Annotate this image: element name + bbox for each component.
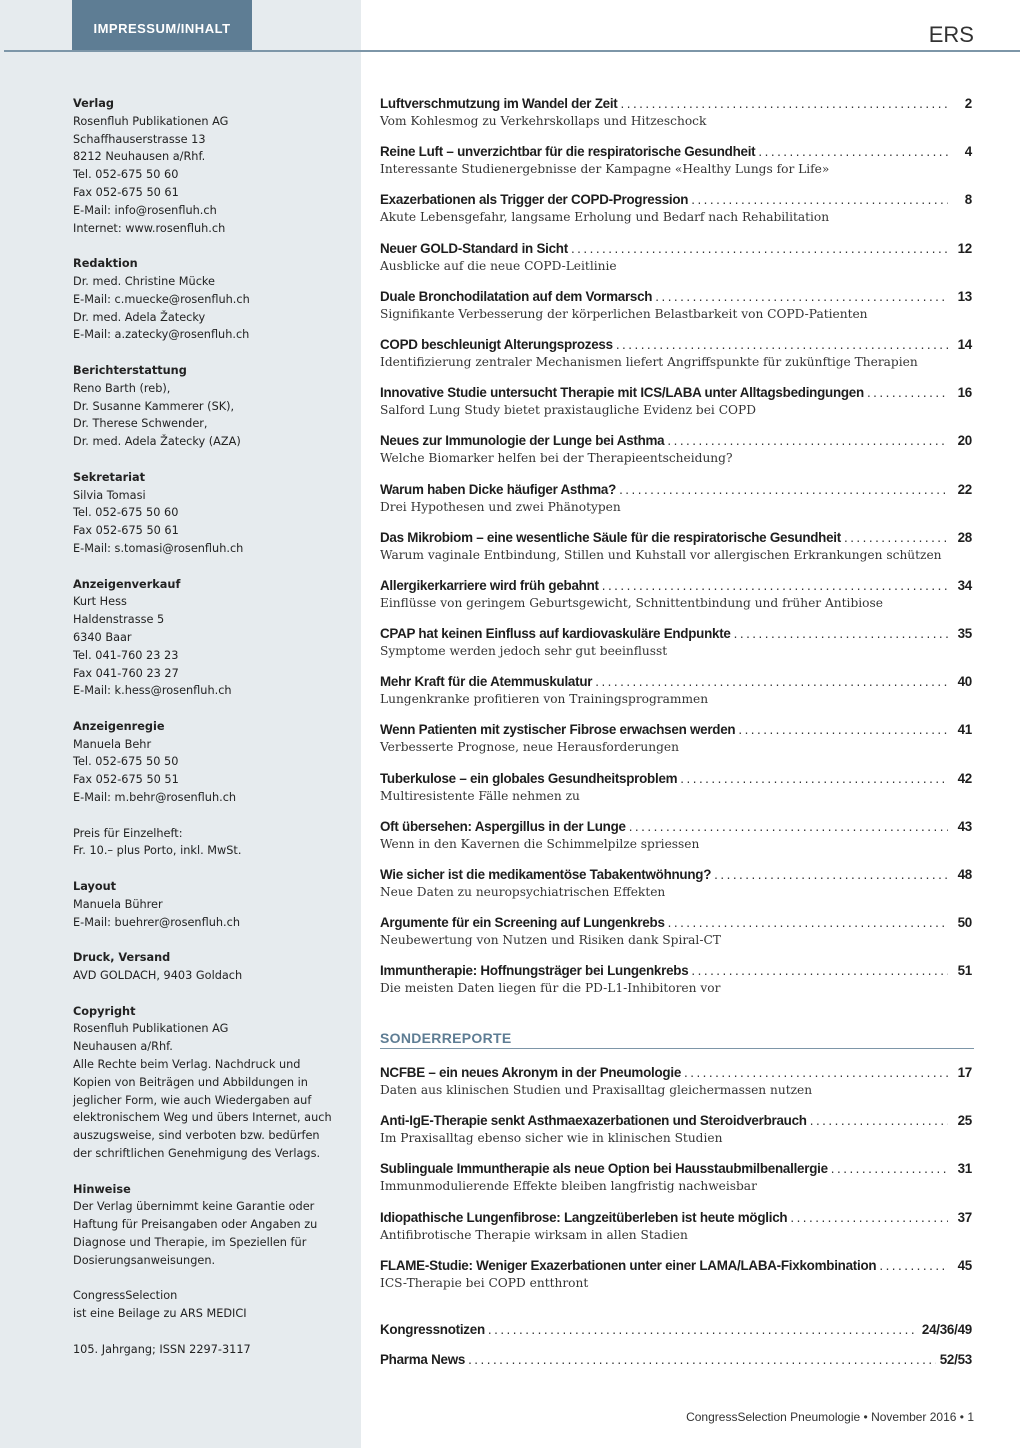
toc-title: Luftverschmutzung im Wandel der Zeit [380,96,618,111]
imprint-block [73,949,353,985]
toc-entry[interactable] [380,624,972,672]
toc-title: Argumente für ein Screening auf Lungenkrebs [380,915,665,931]
toc-subtitle: Vom Kohlesmog zu Verkehrskollaps und Hitzeschock [380,114,707,128]
imprint-line: Schaffhauserstrasse 13 [73,132,206,146]
toc-subtitle: Lungenkranke profitieren von Trainingsprogrammen [380,692,709,707]
imprint-line: Fr. 10.– plus Porto, inkl. MwSt. [73,844,242,858]
toc-page: 52/53 [939,1352,972,1367]
toc-title: Warum haben Dicke häufiger Asthma? [380,481,617,497]
imprint-line: auszugsweise, sind verboten bzw. bedürfen [73,1129,320,1143]
toc-page: 45 [957,1257,972,1273]
imprint-block [73,718,353,807]
toc-page: 22 [957,481,972,497]
toc-title: FLAME-Studie: Weniger Exazerbationen unter einer LAMA/LABA-Fixkombination [380,1257,877,1273]
toc-entry[interactable] [380,480,972,528]
imprint-line: CongressSelection [73,1289,178,1303]
toc-title: Duale Bronchodilatation auf dem Vormarsch [380,288,653,304]
leader-dots [714,865,948,884]
imprint-line: Neuhausen a/Rhf. [73,1040,173,1054]
toc-entry[interactable] [380,528,972,576]
toc-title: NCFBE – ein neues Akronym in der Pneumologie [380,1065,682,1080]
toc-page: 28 [957,529,972,545]
toc-title: Wie sicher ist die medikamentöse Tabakentwöhnung? [380,867,712,882]
imprint-line: Fax 052-675 50 61 [73,524,179,538]
imprint-block [73,469,353,558]
header-right-label: ERS [928,22,974,47]
imprint-line: Haftung für Preisangaben oder Angaben zu [73,1218,318,1232]
toc-title: Mehr Kraft für die Atemmuskulatur [380,674,593,690]
toc-entry[interactable] [380,576,972,624]
toc-page: 43 [957,818,972,834]
imprint-block [73,825,353,861]
section-tab [72,0,252,50]
toc-entry[interactable] [380,431,972,479]
toc-title: Innovative Studie untersucht Therapie mit ICS/LABA unter Alltagsbedingungen [380,385,864,401]
toc-title: Tuberkulose – ein globales Gesundheitsproblem [380,770,678,786]
leader-dots [667,431,948,450]
imprint-line: Preis für Einzelheft: [73,826,183,840]
imprint-block [73,878,353,931]
imprint-line: ist eine Beilage zu ARS MEDICI [73,1307,247,1321]
imprint-line: E-Mail: k.hess@rosenfluh.ch [73,684,232,698]
imprint-heading: Anzeigenverkauf [73,577,181,591]
imprint-heading: Copyright [73,1004,136,1018]
leader-dots [602,576,948,595]
imprint-line: Tel. 052-675 50 60 [73,168,179,182]
leader-dots [790,1208,948,1227]
imprint-line: E-Mail: c.muecke@rosenfluh.ch [73,292,250,306]
imprint-line: Der Verlag übernimmt keine Garantie oder [73,1200,315,1214]
sonderreporte-rule [380,1048,974,1049]
imprint-heading: Sekretariat [73,470,146,484]
toc-title: Sublinguale Immuntherapie als neue Option bei Hausstaubmilbenallergie [380,1161,828,1177]
imprint-line: Dr. Susanne Kammerer (SK), [73,399,235,413]
imprint-line: Rosenfluh Publikationen AG [73,1022,229,1036]
toc-entry[interactable] [380,190,972,238]
toc-subtitle: Daten aus klinischen Studien und Praxisalltag gleichermassen nutzen [380,1083,813,1097]
imprint-line: Alle Rechte beim Verlag. Nachdruck und [73,1058,301,1072]
imprint-heading: Druck, Versand [73,951,171,965]
toc-page: 20 [957,433,972,449]
toc-page: 37 [957,1209,972,1225]
imprint-line: Dr. med. Christine Mücke [73,274,215,288]
toc-title: CPAP hat keinen Einfluss auf kardiovaskuläre Endpunkte [380,626,731,642]
toc-subtitle: Welche Biomarker helfen bei der Therapieentscheidung? [380,451,733,466]
imprint-line: 8212 Neuhausen a/Rhf. [73,150,206,164]
toc-title: Idiopathische Lungenfibrose: Langzeitüberleben ist heute möglich [380,1209,788,1225]
leader-dots [655,287,948,306]
toc-title: Exazerbationen als Trigger der COPD-Progression [380,192,689,208]
imprint-line: der schriftlichen Genehmigung des Verlags. [73,1147,321,1161]
toc-page: 51 [957,963,972,979]
leader-dots [738,720,948,739]
leader-dots [734,624,948,643]
toc-title: COPD beschleunigt Alterungsprozess [380,336,613,352]
toc-title: Wenn Patienten mit zystischer Fibrose erwachsen werden [380,722,736,738]
toc-page: 4 [964,144,972,160]
toc-entry[interactable] [380,94,972,142]
imprint-line: elektronischem Weg und übers Internet, auch [73,1111,332,1125]
toc-subtitle: Verbesserte Prognose, neue Herausforderungen [380,740,679,755]
imprint-line: AVD GOLDACH, 9403 Goldach [73,969,243,983]
toc-entry[interactable] [380,865,972,913]
imprint-line: 6340 Baar [73,630,132,644]
leader-dots [619,480,948,499]
toc-entry[interactable] [380,913,972,961]
imprint-line: Diagnose und Therapie, im Speziellen für [73,1236,307,1249]
imprint-block [73,95,353,237]
imprint-heading: Anzeigenregie [73,719,165,733]
leader-dots [879,1256,948,1275]
toc-entry[interactable] [380,239,972,287]
toc-title: Neuer GOLD-Standard in Sicht [380,240,568,256]
toc-subtitle: Neue Daten zu neuropsychiatrischen Effekten [380,885,666,899]
imprint-column [73,95,353,1376]
toc-subtitle: Ausblicke auf die neue COPD-Leitlinie [380,258,617,273]
toc-entry[interactable] [380,1159,972,1207]
toc-page: 41 [957,722,972,738]
toc-entry[interactable] [380,1111,972,1159]
imprint-block [73,1287,353,1323]
toc-entry[interactable] [380,383,972,431]
imprint-heading: Hinweise [73,1182,131,1196]
leader-dots [621,94,948,113]
imprint-line: 105. Jahrgang; ISSN 2297-3117 [73,1342,251,1356]
toc-page: 14 [957,336,972,352]
toc-subtitle: Die meisten Daten liegen für die PD-L1-Inhibitoren vor [380,981,721,996]
imprint-block [73,362,353,451]
imprint-line: Haldenstrasse 5 [73,613,165,627]
imprint-line: Fax 052-675 50 61 [73,185,179,199]
imprint-block [73,1003,353,1163]
toc-title: Allergikerkarriere wird früh gebahnt [380,577,599,593]
header-rule [4,50,1020,52]
leader-dots [616,335,948,354]
toc-subtitle: Warum vaginale Entbindung, Stillen und Kuhstall vor allergischen Erkrankungen schützen [380,547,942,562]
toc-subtitle: Neubewertung von Nutzen und Risiken dank Spiral-CT [380,933,721,948]
imprint-line: Fax 052-675 50 51 [73,773,179,787]
section-label: IMPRESSUM/INHALT [93,21,231,36]
imprint-line: Internet: www.rosenfluh.ch [73,221,226,235]
leader-dots [867,383,948,402]
toc-entry[interactable] [380,1063,972,1111]
imprint-heading: Redaktion [73,257,138,271]
leader-dots [844,528,948,547]
imprint-line: Kurt Hess [73,595,127,609]
toc-entry[interactable] [380,1256,972,1304]
imprint-line: Dr. med. Adela Žatecky [73,310,206,324]
toc-subtitle: Signifikante Verbesserung der körperlichen Belastbarkeit von COPD-Patienten [380,306,868,321]
toc-page: 34 [957,577,972,593]
imprint-line: E-Mail: m.behr@rosenfluh.ch [73,791,237,805]
imprint-line: Rosenfluh Publikationen AG [73,114,229,128]
toc-subtitle: Symptome werden jedoch sehr gut beeinflusst [380,644,668,659]
leader-dots [629,817,948,836]
toc-page: 16 [957,385,972,401]
toc-title: Pharma News [380,1352,466,1367]
toc-subtitle: Identifizierung zentraler Mechanismen liefert Angriffspunkte für zukünftige Therapien [380,354,918,369]
toc-entry[interactable] [380,672,972,720]
toc-title: Oft übersehen: Aspergillus in der Lunge [380,818,626,834]
imprint-heading: Layout [73,880,117,894]
toc-extra-kongressnotizen[interactable] [380,1320,972,1339]
imprint-block [73,1181,353,1270]
toc-page: 31 [957,1161,972,1177]
leader-dots [595,672,948,691]
toc-subtitle: Antifibrotische Therapie wirksam in allen Stadien [380,1227,688,1242]
imprint-line: Fax 041-760 23 27 [73,666,179,680]
leader-dots [488,1320,918,1339]
imprint-line: Kopien von Beiträgen und Abbildungen in [73,1075,308,1089]
toc-title: Das Mikrobiom – eine wesentliche Säule für die respiratorische Gesundheit [380,529,841,545]
leader-dots [758,142,948,161]
toc-subtitle: Immunmodulierende Effekte bleiben langfristig nachweisbar [380,1179,757,1194]
imprint-block [73,255,353,344]
toc-entry[interactable] [380,335,972,383]
toc-entry[interactable] [380,817,972,865]
toc-subtitle: Im Praxisalltag ebenso sicher wie in klinischen Studien [380,1131,723,1146]
toc-page: 42 [957,770,972,786]
toc-page: 35 [957,626,972,642]
leader-dots [691,961,948,980]
imprint-line: E-Mail: info@rosenfluh.ch [73,203,217,217]
sonderreporte-heading: SONDERREPORTE [380,1030,512,1046]
imprint-heading: Verlag [73,97,114,110]
leader-dots [571,239,948,258]
imprint-heading: Berichterstattung [73,363,187,377]
leader-dots [691,190,948,209]
table-of-contents [380,94,972,1010]
toc-subtitle: Interessante Studienergebnisse der Kampagne «Healthy Lungs for Life» [380,162,830,177]
toc-page: 50 [957,915,972,931]
toc-subtitle: Salford Lung Study bietet praxistaugliche Evidenz bei COPD [380,403,756,418]
toc-page: 24/36/49 [921,1322,972,1337]
toc-extra-pharma-news[interactable] [380,1350,972,1369]
toc-page: 48 [957,867,972,882]
toc-page: 17 [957,1065,972,1080]
toc-page: 8 [964,192,972,208]
toc-subtitle: ICS-Therapie bei COPD entthront [380,1275,589,1290]
imprint-line: Tel. 052-675 50 50 [73,755,179,769]
toc-page: 25 [957,1113,972,1129]
toc-title: Reine Luft – unverzichtbar für die respiratorische Gesundheit [380,144,756,160]
toc-entry[interactable] [380,142,972,190]
imprint-line: E-Mail: a.zatecky@rosenfluh.ch [73,328,250,342]
leader-dots [680,769,948,788]
toc-subtitle: Akute Lebensgefahr, langsame Erholung und Bedarf nach Rehabilitation [380,210,830,225]
imprint-line: Manuela Behr [73,737,152,751]
imprint-line: E-Mail: s.tomasi@rosenfluh.ch [73,541,244,555]
toc-entry[interactable] [380,720,972,768]
leader-dots [810,1111,948,1130]
imprint-line: Tel. 041-760 23 23 [73,648,179,662]
leader-dots [684,1063,948,1082]
toc-entry[interactable] [380,961,972,1009]
imprint-block [73,1341,353,1359]
toc-page: 13 [957,288,972,304]
leader-dots [468,1350,936,1369]
toc-subtitle: Wenn in den Kavernen die Schimmelpilze spriessen [380,836,700,851]
toc-entry[interactable] [380,287,972,335]
imprint-line: Reno Barth (reb), [73,381,171,395]
imprint-line: Dr. med. Adela Žatecky (AZA) [73,435,241,449]
leader-dots [831,1159,948,1178]
toc-title: Kongressnotizen [380,1322,485,1337]
toc-subtitle: Einflüsse von geringem Geburtsgewicht, Schnittentbindung und früher Antibiose [380,595,883,610]
imprint-line: Silvia Tomasi [73,488,146,502]
leader-dots [668,913,948,932]
imprint-block [73,576,353,701]
toc-title: Neues zur Immunologie der Lunge bei Asthma [380,433,665,449]
sonderreporte-list [380,1063,972,1304]
toc-subtitle: Drei Hypothesen und zwei Phänotypen [380,499,621,514]
imprint-line: E-Mail: buehrer@rosenfluh.ch [73,915,240,929]
toc-page: 2 [964,96,972,111]
page-footer: CongressSelection Pneumologie • November 2016 • 1 [686,1410,974,1424]
toc-page: 40 [957,674,972,690]
toc-page: 12 [957,240,972,256]
imprint-line: Tel. 052-675 50 60 [73,506,179,520]
toc-title: Anti-IgE-Therapie senkt Asthmaexazerbationen und Steroidverbrauch [380,1113,807,1129]
toc-entry[interactable] [380,1208,972,1256]
toc-subtitle: Multiresistente Fälle nehmen zu [380,788,580,803]
toc-title: Immuntherapie: Hoffnungsträger bei Lungenkrebs [380,963,689,979]
imprint-line: jeglicher Form, wie auch Wiedergaben auf [73,1093,312,1107]
imprint-line: Dr. Therese Schwender, [73,417,208,431]
imprint-line: Dosierungsanweisungen. [73,1253,216,1267]
imprint-line: Manuela Bührer [73,897,163,911]
toc-entry[interactable] [380,769,972,817]
